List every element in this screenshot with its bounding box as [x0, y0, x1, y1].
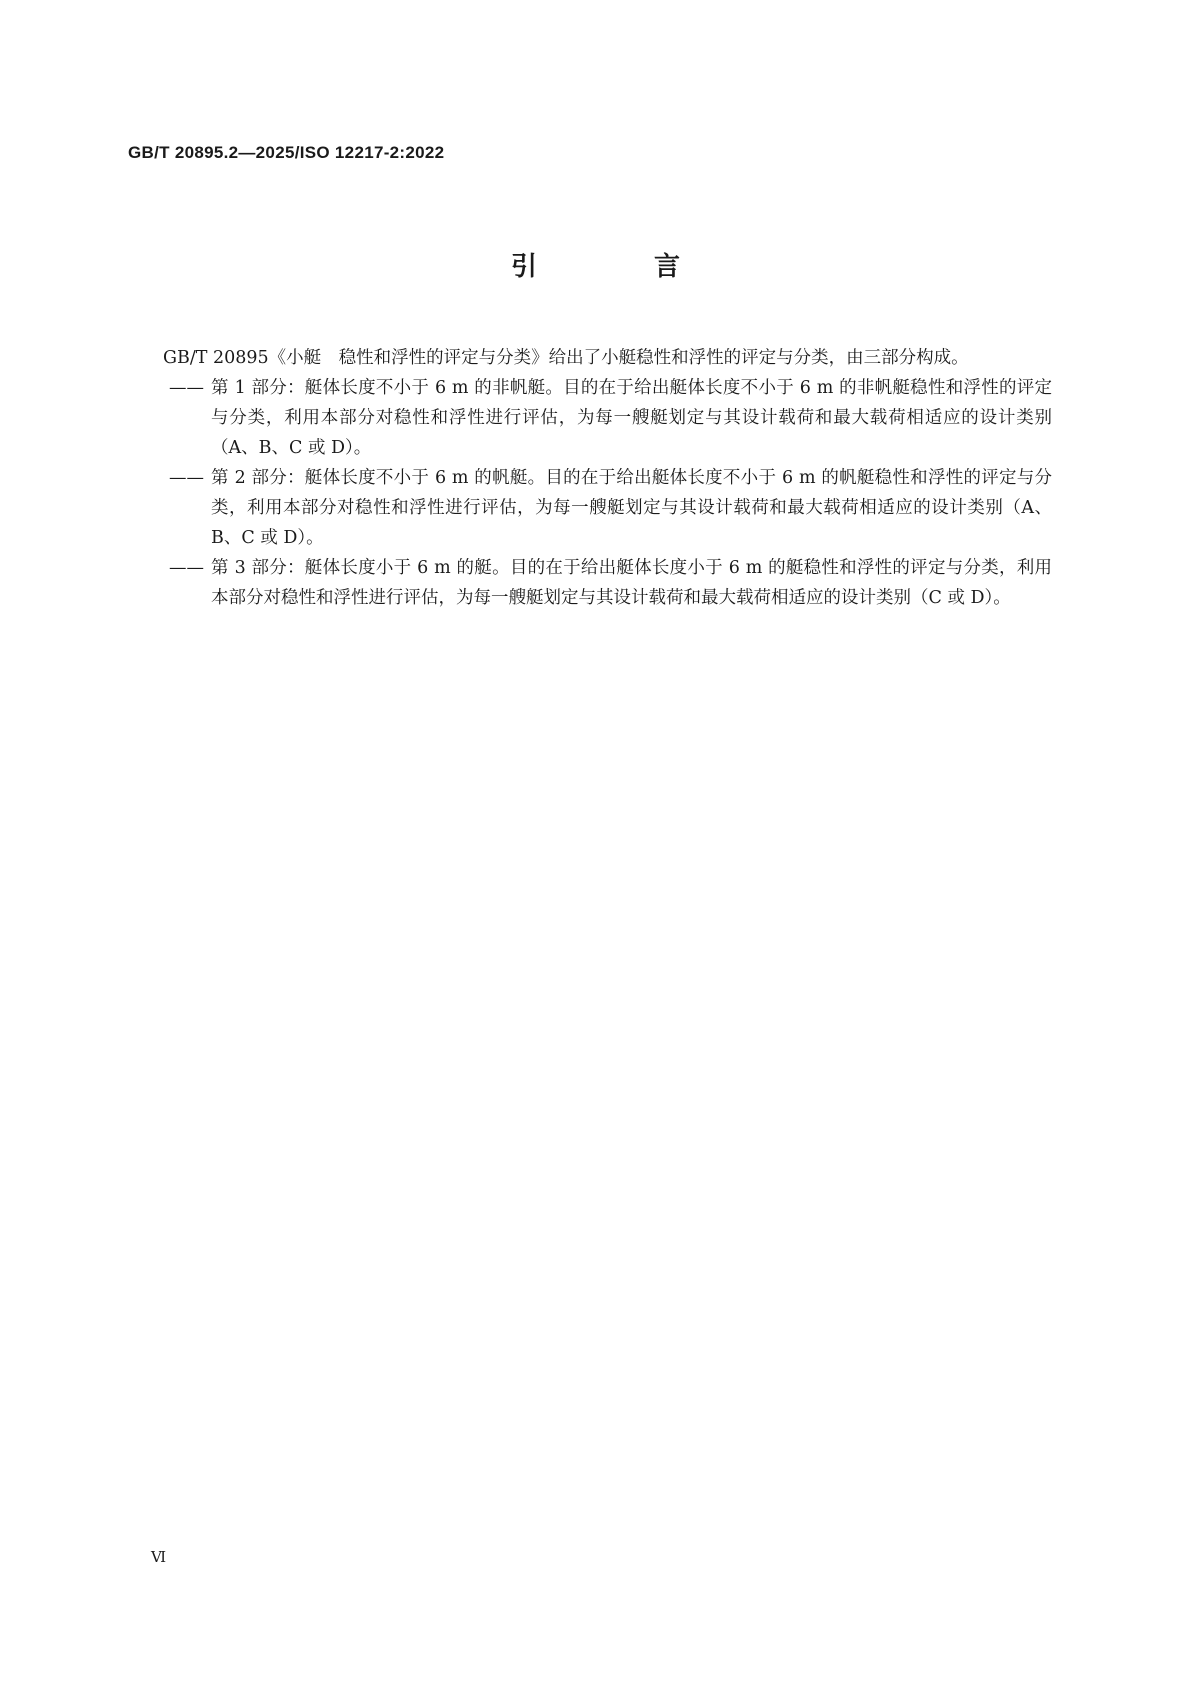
list-item-part-2	[128, 463, 1052, 553]
list-item-text: 第 1 部分：艇体长度不小于 6 m 的非帆艇。目的在于给出艇体长度不小于 6 m 的非帆艇稳性和浮性的评定与分类，利用本部分对稳性和浮性进行评估，为每一艘艇划定与其设计载荷和最大载荷相适应的设计类别（A、B、C 或 D）。	[211, 378, 1052, 458]
page-number: Ⅵ	[151, 1548, 167, 1566]
list-item-text: 第 3 部分：艇体长度小于 6 m 的艇。目的在于给出艇体长度小于 6 m 的艇稳性和浮性的评定与分类，利用本部分对稳性和浮性进行评估，为每一艘艇划定与其设计载荷和最大载荷相适应的设计类别（C 或 D）。	[211, 558, 1052, 608]
section-title: 引 言	[510, 252, 735, 282]
list-dash: ——	[169, 558, 204, 578]
list-item-part-1	[128, 373, 1052, 463]
list-dash: ——	[169, 378, 204, 398]
list-item-text: 第 2 部分：艇体长度不小于 6 m 的帆艇。目的在于给出艇体长度不小于 6 m 的帆艇稳性和浮性的评定与分类，利用本部分对稳性和浮性进行评估，为每一艘艇划定与其设计载荷和最大载荷相适应的设计类别（A、B、C 或 D）。	[211, 468, 1052, 548]
list-dash: ——	[169, 468, 204, 488]
intro-paragraph: GB/T 20895《小艇 稳性和浮性的评定与分类》给出了小艇稳性和浮性的评定与分类，由三部分构成。	[163, 348, 969, 368]
document-body	[128, 343, 1052, 613]
list-item-part-3	[128, 553, 1052, 613]
standard-code-header: GB/T 20895.2—2025/ISO 12217-2:2022	[128, 143, 445, 162]
